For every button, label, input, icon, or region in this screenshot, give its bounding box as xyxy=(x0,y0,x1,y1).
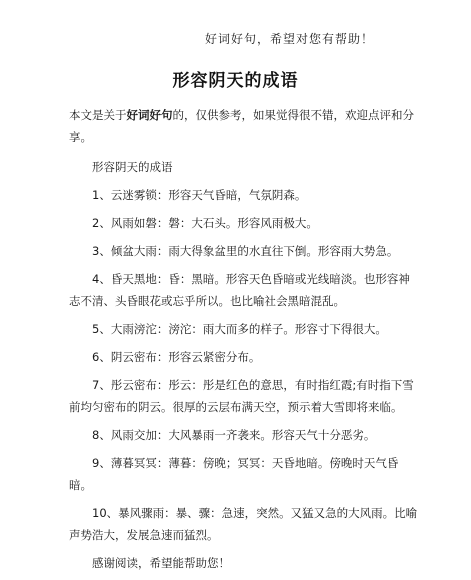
intro-paragraph xyxy=(69,104,419,148)
idiom-item: 9、薄暮冥冥：薄暮：傍晚；冥冥：天昏地暗。傍晚时天气昏暗。 xyxy=(69,456,399,492)
intro-prefix: 本文是关于 xyxy=(69,108,127,122)
page-title: 形容阴天的成语 xyxy=(172,71,299,91)
idiom-item: 3、倾盆大雨：雨大得象盆里的水直往下倒。形容雨大势急。 xyxy=(92,244,399,258)
idiom-item: 8、风雨交加：大风暴雨一齐袭来。形容天气十分恶劣。 xyxy=(92,428,376,442)
intro-suffix: 的，仅供参考，如果觉得很不错，欢迎点评和分享。 xyxy=(69,108,414,144)
idiom-item: 7、彤云密布：彤云：彤是红色的意思，有时指红霞;有时指下雪前均匀密布的阴云。很厚的云层布满天空，预示着大雪即将来临。 xyxy=(69,378,414,414)
idiom-item: 4、昏天黑地：昏：黑暗。形容天色昏暗或光线暗淡。也形容神志不清、头昏眼花或忘乎所以。也比喻社会黑暗混乱。 xyxy=(69,272,410,308)
idiom-item: 10、暴风骤雨：暴、骤：急速，突然。又猛又急的大风雨。比喻声势浩大，发展急速而猛烈。 xyxy=(69,506,418,542)
idiom-item: 5、大雨滂沱：滂沱：雨大而多的样子。形容寸下得很大。 xyxy=(92,322,387,336)
section-subtitle: 形容阴天的成语 xyxy=(92,160,173,174)
article-body xyxy=(69,104,419,580)
header-tagline: 好词好句，希望对您有帮助！ xyxy=(205,32,375,46)
idiom-item: 2、风雨如磐：磐：大石头。形容风雨极大。 xyxy=(92,216,318,230)
intro-keyword: 好词好句 xyxy=(126,108,173,122)
closing-text: 感谢阅读，希望能帮助您！ xyxy=(92,556,230,570)
idiom-item: 6、阴云密布：形容云紧密分布。 xyxy=(92,350,261,364)
idiom-item: 1、云迷雾锁：形容天气昏暗，气氛阴森。 xyxy=(92,188,307,202)
